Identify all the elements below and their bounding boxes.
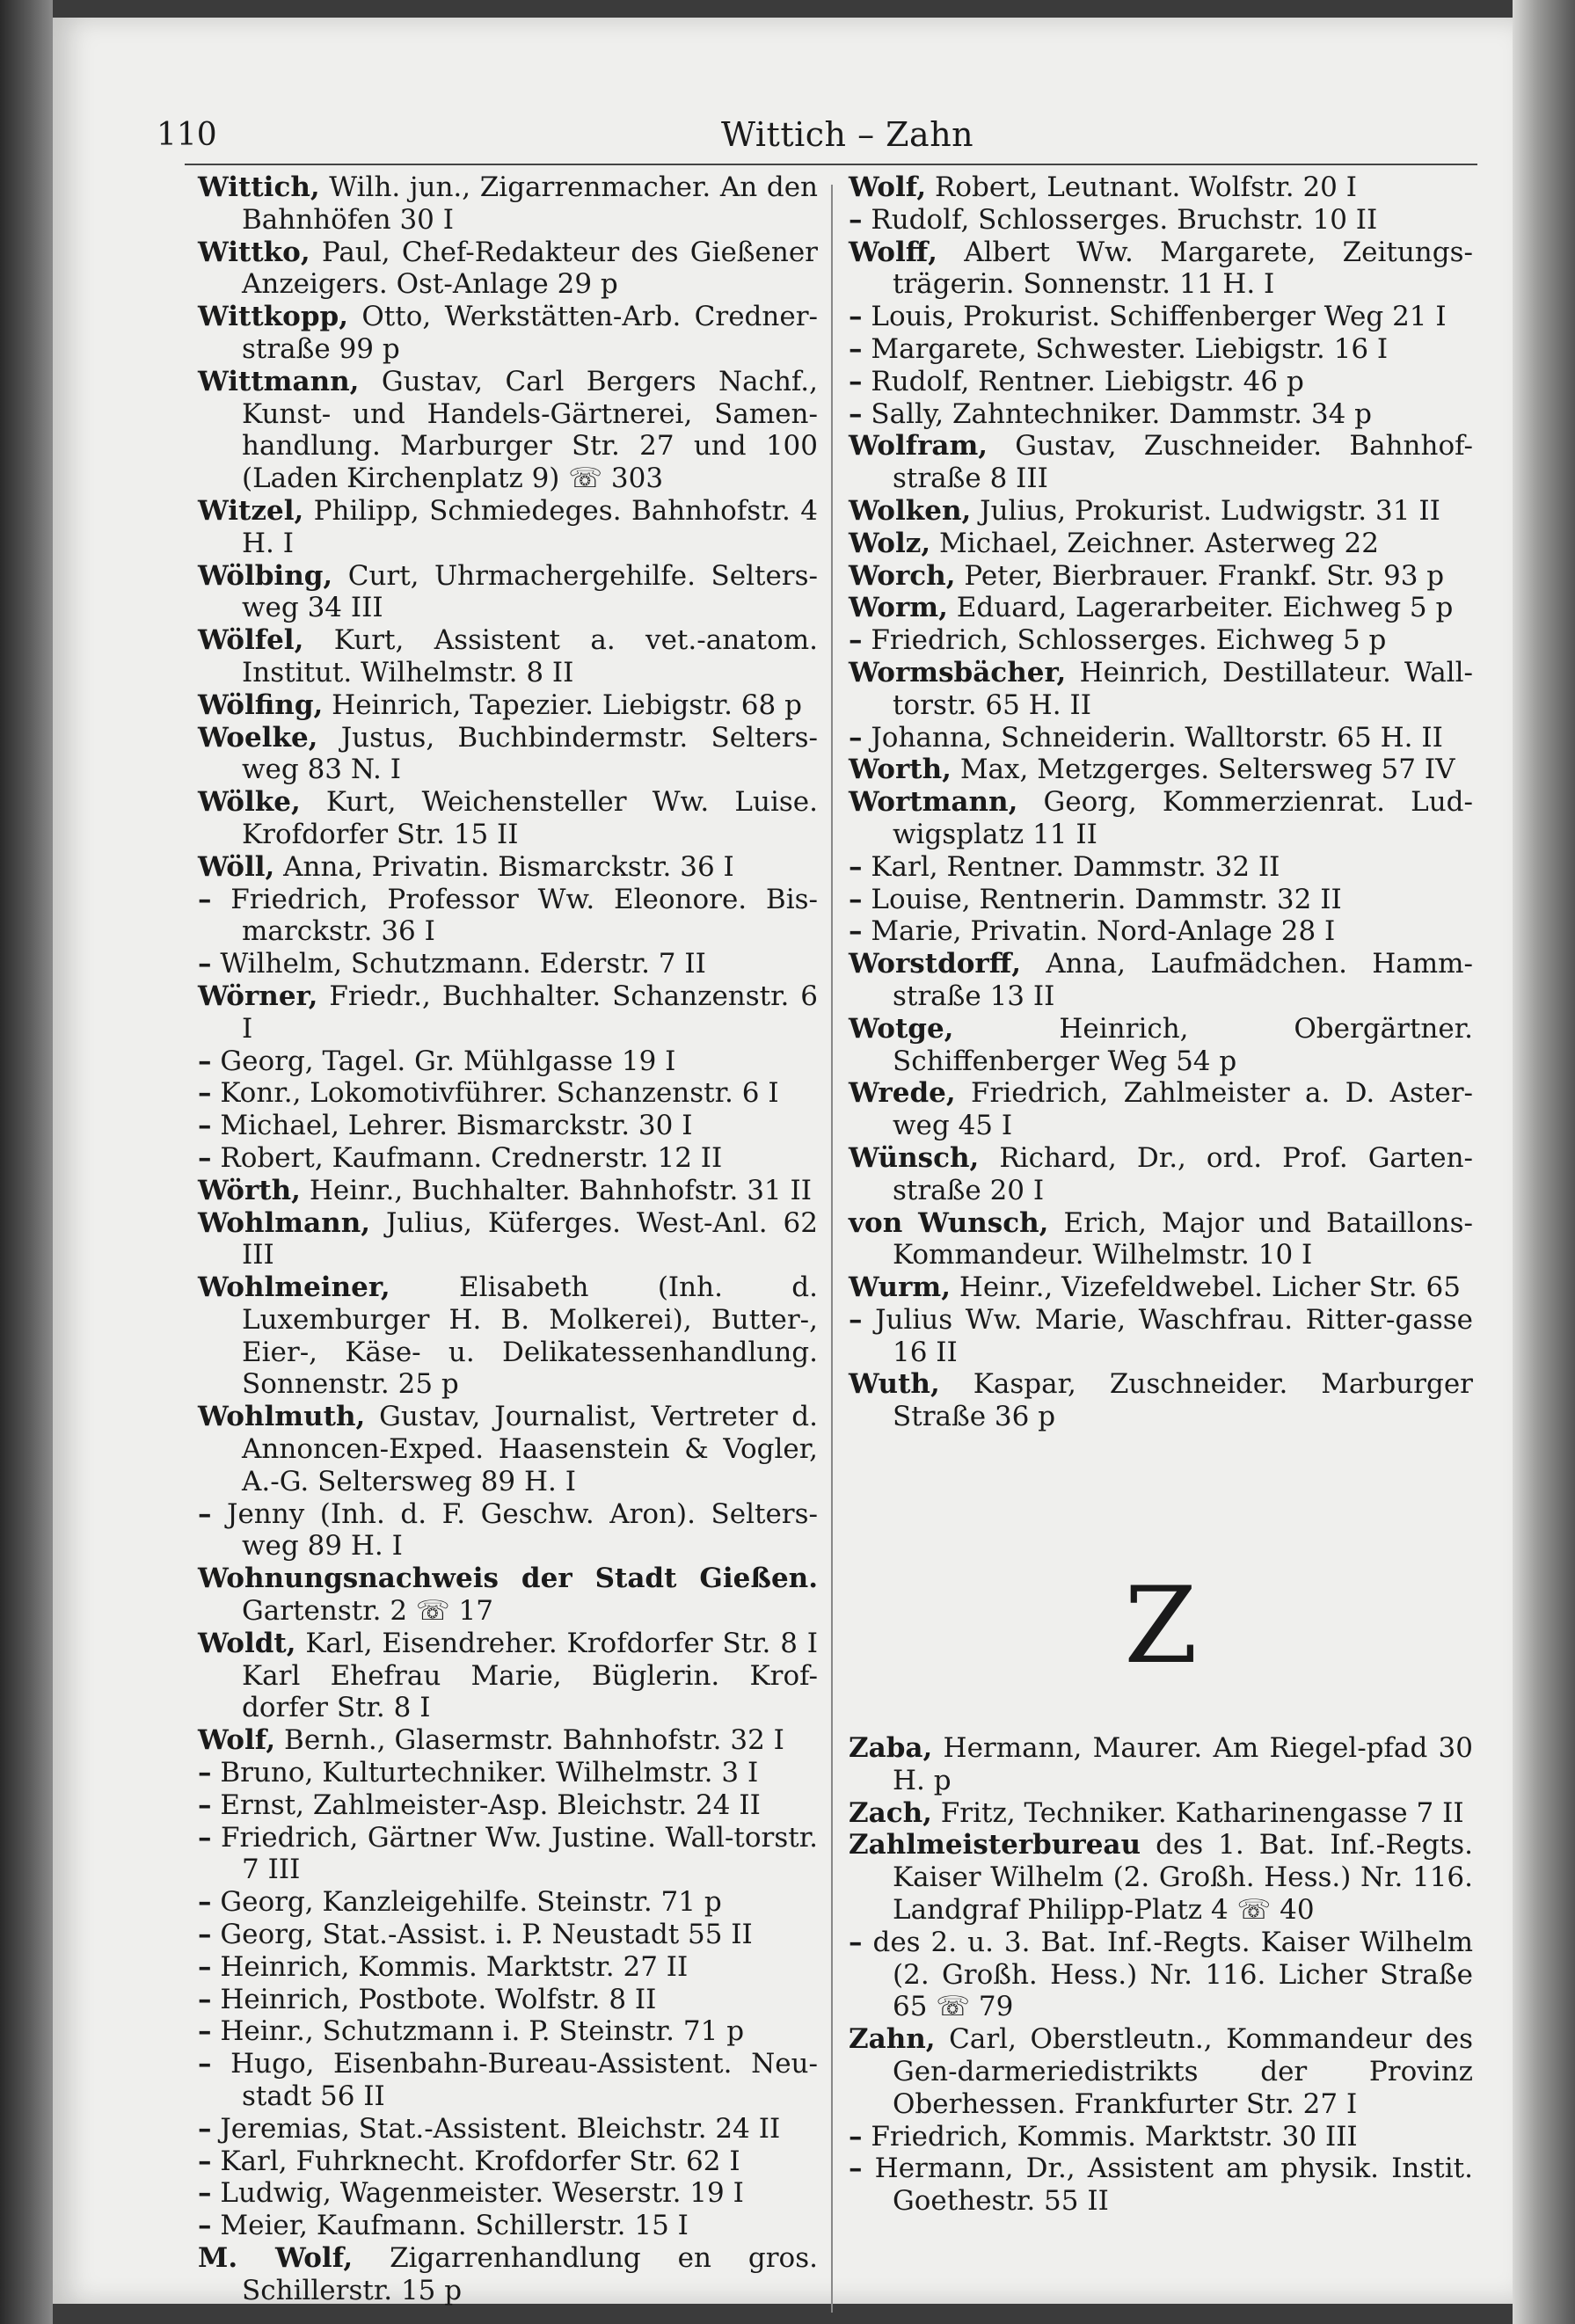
entry-details: Friedrich, Zahlmeister a. D. Aster-weg 45 I: [893, 1077, 1473, 1142]
entry-details: Louis, Prokurist. Schiffenberger Weg 21 I: [871, 301, 1447, 333]
directory-entry: [198, 1724, 818, 1757]
directory-entry: [198, 689, 818, 722]
entry-name: Zaba,: [849, 1732, 933, 1765]
directory-entry: [849, 2023, 1473, 2120]
directory-entry: [198, 2210, 818, 2242]
entry-details: Albert Ww. Margarete, Zeitungs-trägerin. Sonnenstr. 11 H. I: [893, 236, 1473, 301]
entry-name: Worch,: [849, 559, 956, 592]
directory-entry: [198, 2242, 818, 2307]
entry-details: Heinr., Schutzmann i. P. Steinstr. 71 p: [220, 2015, 745, 2048]
entry-name: –: [849, 883, 863, 915]
entry-name: Wöll,: [198, 850, 275, 883]
entry-name: –: [198, 1886, 212, 1919]
directory-entry: [849, 657, 1473, 722]
entry-name: Wolfram,: [849, 430, 988, 463]
page-number: 110: [157, 117, 217, 153]
column-divider: [831, 185, 833, 2313]
directory-entry: [849, 722, 1473, 754]
entry-name: –: [198, 948, 212, 980]
entry-name: Wohlmuth,: [198, 1401, 366, 1433]
entry-details: Michael, Lehrer. Bismarckstr. 30 I: [220, 1110, 693, 1142]
entry-details: Heinrich, Obergärtner. Schiffenberger Weg 54 p: [893, 1012, 1473, 1077]
entry-name: Wolff,: [849, 236, 937, 268]
entry-details: Georg, Kanzleigehilfe. Steinstr. 71 p: [220, 1886, 722, 1919]
entry-details: Hermann, Maurer. Am Riegel-pfad 30 H. p: [893, 1732, 1474, 1796]
entry-details: Sally, Zahntechniker. Dammstr. 34 p: [871, 397, 1372, 430]
entry-name: Wittmann,: [198, 365, 360, 397]
directory-entry: [198, 1789, 818, 1822]
entry-name: –: [198, 1077, 212, 1110]
entry-details: Hugo, Eisenbahn-Bureau-Assistent. Neu-stadt 56 II: [230, 2048, 818, 2113]
directory-entry: [198, 1110, 818, 1142]
entry-name: Zach,: [849, 1796, 932, 1829]
entry-name: –: [198, 1789, 212, 1821]
entry-details: Kurt, Weichensteller Ww. Luise. Krofdorfer Str. 15 II: [242, 786, 818, 850]
entry-details: Richard, Dr., ord. Prof. Garten-straße 20 I: [893, 1141, 1474, 1206]
directory-entry: [198, 2015, 818, 2048]
directory-entry: [849, 592, 1473, 624]
entry-details: Georg, Stat.-Assist. i. P. Neustadt 55 II: [220, 1919, 753, 1951]
directory-entry: [198, 884, 818, 949]
directory-entry: [849, 1142, 1473, 1207]
directory-entry: [849, 948, 1473, 1013]
directory-entry: [198, 722, 818, 787]
entry-name: –: [849, 365, 863, 397]
directory-entry: [198, 1822, 818, 1887]
entry-details: Ernst, Zahlmeister-Asp. Bleichstr. 24 II: [220, 1789, 761, 1821]
entry-name: Worm,: [849, 592, 948, 624]
directory-entry: [198, 1919, 818, 1951]
directory-entry: [849, 1732, 1473, 1797]
directory-entry: [198, 786, 818, 851]
entry-name: Wohnungsnachweis der Stadt Gießen.: [198, 1563, 818, 1595]
entry-details: Gustav, Journalist, Vertreter d. Annoncen-Exped. Haasenstein & Vogler, A.-G. Seltersweg 89 H. I: [242, 1401, 818, 1497]
entry-name: –: [198, 1919, 212, 1951]
directory-entry: [198, 2177, 818, 2210]
entry-name: Wohlmeiner,: [198, 1271, 390, 1304]
entry-name: –: [849, 1303, 863, 1336]
entry-name: –: [198, 1110, 212, 1142]
entry-name: Wolz,: [849, 527, 931, 559]
entry-details: Eduard, Lagerarbeiter. Eichweg 5 p: [956, 592, 1454, 624]
directory-entry: [198, 495, 818, 560]
entry-details: Heinrich, Destillateur. Wall-torstr. 65 H. II: [893, 656, 1473, 721]
entry-name: Wölfing,: [198, 688, 324, 721]
entry-name: –: [849, 915, 863, 948]
entry-details: Heinrich, Kommis. Marktstr. 27 II: [220, 1950, 689, 1983]
entry-details: Philipp, Schmiedeges. Bahnhofstr. 4 H. I: [242, 494, 818, 559]
entry-name: Wörner,: [198, 980, 318, 1012]
entry-name: Wittkopp,: [198, 301, 348, 333]
page-edge: [1513, 0, 1575, 2324]
entry-name: Wohlmann,: [198, 1206, 371, 1239]
directory-entry: [849, 1797, 1473, 1830]
directory-entry: [849, 851, 1473, 884]
entry-name: Wurm,: [849, 1271, 952, 1304]
entry-details: Marie, Privatin. Nord-Anlage 28 I: [871, 915, 1336, 948]
directory-entry: [849, 884, 1473, 916]
entry-name: Wölfel,: [198, 624, 304, 657]
entry-name: von Wunsch,: [849, 1206, 1049, 1239]
entry-details: Carl, Oberstleutn., Kommandeur des Gen-darmeriedistrikts der Provinz Oberhessen. Frankfurter Str. 27 I: [893, 2023, 1473, 2120]
directory-entry: [198, 2048, 818, 2113]
entry-details: Georg, Tagel. Gr. Mühlgasse 19 I: [220, 1045, 676, 1077]
entry-name: Wolf,: [849, 171, 927, 203]
directory-entry: [849, 366, 1473, 398]
entry-details: Karl, Fuhrknecht. Krofdorfer Str. 62 I: [220, 2145, 740, 2177]
entry-name: Wünsch,: [849, 1141, 980, 1174]
entry-details: Robert, Kaufmann. Crednerstr. 12 II: [220, 1141, 723, 1174]
directory-entry: [198, 1271, 818, 1401]
directory-entry: [198, 2146, 818, 2178]
entry-name: Wormsbächer,: [849, 656, 1067, 688]
entry-name: Wittich,: [198, 171, 320, 203]
directory-entry: [198, 1951, 818, 1984]
directory-entry: [198, 2113, 818, 2146]
directory-entry: [198, 1886, 818, 1919]
directory-entry: [849, 624, 1473, 657]
directory-entry: [849, 333, 1473, 366]
entry-details: Curt, Uhrmachergehilfe. Selters-weg 34 III: [242, 559, 818, 624]
entry-details: Friedr., Buchhalter. Schanzenstr. 6 I: [242, 980, 818, 1045]
entry-name: Wolf,: [198, 1724, 276, 1757]
entry-name: –: [198, 2112, 212, 2145]
entry-details: Meier, Kaufmann. Schillerstr. 15 I: [220, 2210, 689, 2242]
entry-details: Karl, Rentner. Dammstr. 32 II: [871, 850, 1280, 883]
entry-details: Anna, Privatin. Bismarckstr. 36 I: [283, 850, 734, 883]
entry-details: Fritz, Techniker. Katharinengasse 7 II: [940, 1796, 1464, 1829]
right-column: [849, 171, 1473, 2218]
directory-entry: [198, 1142, 818, 1175]
entry-details: Friedrich, Professor Ww. Eleonore. Bis-marckstr. 36 I: [230, 883, 819, 948]
entry-details: Jeremias, Stat.-Assistent. Bleichstr. 24 II: [220, 2112, 781, 2145]
entry-name: –: [849, 301, 863, 333]
entry-name: –: [198, 1045, 212, 1077]
entry-details: Heinrich, Postbote. Wolfstr. 8 II: [220, 1983, 657, 2015]
header-rule: [185, 164, 1477, 165]
entry-details: Gustav, Zuschneider. Bahnhof-straße 8 III: [893, 430, 1473, 495]
directory-entry: [198, 1077, 818, 1110]
directory-entry: [849, 398, 1473, 431]
entry-details: Karl, Eisendreher. Krofdorfer Str. 8 I Karl Ehefrau Marie, Büglerin. Krof-dorfer Str. 8 I: [242, 1627, 818, 1724]
entry-details: Heinrich, Tapezier. Liebigstr. 68 p: [332, 688, 802, 721]
directory-entry: [849, 430, 1473, 495]
directory-entry: [198, 624, 818, 689]
directory-entry: [849, 1829, 1473, 1926]
entry-details: Erich, Major und Bataillons-Kommandeur. Wilhelmstr. 10 I: [893, 1206, 1473, 1271]
entry-name: –: [198, 1757, 212, 1789]
directory-entry: [849, 301, 1473, 333]
directory-entry: [198, 1045, 818, 1078]
entry-details: Elisabeth (Inh. d. Luxemburger H. B. Molkerei), Butter-, Eier-, Käse- u. Delikatessenhandlung. Sonnenstr. 25 p: [242, 1271, 818, 1401]
entry-name: –: [849, 2120, 863, 2153]
entry-details: Ludwig, Wagenmeister. Weserstr. 19 I: [220, 2177, 744, 2210]
directory-entry: [198, 1498, 818, 1563]
directory-entry: [198, 1628, 818, 1724]
entry-details: Johanna, Schneiderin. Walltorstr. 65 H. II: [871, 721, 1443, 754]
entry-name: Wörth,: [198, 1174, 301, 1206]
entry-name: –: [849, 203, 863, 236]
entry-name: Wortmann,: [849, 786, 1018, 819]
entry-details: Jenny (Inh. d. F. Geschw. Aron). Selters-weg 89 H. I: [227, 1497, 818, 1563]
entry-name: Zahn,: [849, 2023, 936, 2056]
entry-details: Konr., Lokomotivführer. Schanzenstr. 6 I: [220, 1077, 779, 1110]
running-title: Wittich – Zahn: [721, 115, 974, 154]
directory-entry: [849, 204, 1473, 237]
entry-details: des 1. Bat. Inf.-Regts. Kaiser Wilhelm (2. Großh. Hess.) Nr. 116. Landgraf Philipp-Platz 4 ☏ 40: [893, 1829, 1473, 1927]
entry-name: –: [849, 332, 863, 365]
directory-entry: [849, 786, 1473, 851]
entry-details: Hermann, Dr., Assistent am physik. Instit. Goethestr. 55 II: [874, 2153, 1473, 2218]
entry-details: Otto, Werkstätten-Arb. Credner-straße 99 p: [242, 301, 819, 365]
directory-entry: [849, 1271, 1473, 1304]
entry-name: –: [198, 1950, 212, 1983]
entry-details: Robert, Leutnant. Wolfstr. 20 I: [935, 171, 1358, 203]
directory-entry: [198, 851, 818, 884]
directory-entry: [849, 171, 1473, 204]
entry-name: –: [198, 1497, 212, 1530]
entry-details: Bruno, Kulturtechniker. Wilhelmstr. 3 I: [220, 1757, 759, 1789]
directory-entry: [198, 237, 818, 302]
entry-details: Anna, Laufmädchen. Hamm-straße 13 II: [893, 948, 1473, 1012]
directory-entry: [198, 366, 818, 495]
entry-name: Worstdorff,: [849, 948, 1021, 980]
entry-details: Bernh., Glasermstr. Bahnhofstr. 32 I: [284, 1724, 784, 1757]
entry-details: Kurt, Assistent a. vet.-anatom. Institut. Wilhelmstr. 8 II: [242, 624, 819, 688]
entry-name: –: [849, 624, 863, 657]
entry-name: Zahlmeisterbureau: [849, 1829, 1141, 1861]
entry-details: Heinr., Vizefeldwebel. Licher Str. 65: [959, 1271, 1461, 1304]
entry-name: Woldt,: [198, 1627, 296, 1659]
entry-details: Julius, Prokurist. Ludwigstr. 31 II: [980, 494, 1440, 527]
entry-details: Michael, Zeichner. Asterweg 22: [939, 527, 1379, 559]
entry-details: Louise, Rentnerin. Dammstr. 32 II: [871, 883, 1342, 915]
entry-details: Paul, Chef-Redakteur des Gießener Anzeigers. Ost-Anlage 29 p: [242, 236, 818, 301]
entry-name: –: [198, 2015, 212, 2048]
directory-entry: [198, 1757, 818, 1789]
entry-details: Wilh. jun., Zigarrenmacher. An den Bahnhöfen 30 I: [242, 171, 819, 236]
entry-details: Peter, Bierbrauer. Frankf. Str. 93 p: [964, 559, 1445, 592]
directory-entry: [849, 1013, 1473, 1078]
entry-name: –: [198, 2048, 212, 2080]
directory-entry: [198, 980, 818, 1045]
entry-name: –: [198, 1983, 212, 2015]
directory-entry: [198, 948, 818, 980]
entry-details: Friedrich, Kommis. Marktstr. 30 III: [871, 2120, 1358, 2153]
directory-entry: [198, 1563, 818, 1628]
directory-entry: [198, 560, 818, 625]
entry-details: Heinr., Buchhalter. Bahnhofstr. 31 II: [309, 1174, 812, 1206]
entry-details: Friedrich, Schlosserges. Eichweg 5 p: [871, 624, 1387, 657]
entry-name: Wölbing,: [198, 559, 333, 592]
directory-entry: [849, 2153, 1473, 2218]
entry-name: –: [198, 1821, 212, 1854]
directory-entry: [198, 1207, 818, 1272]
directory-entry: [849, 237, 1473, 302]
directory-entry: [849, 754, 1473, 786]
directory-entry: [849, 1207, 1473, 1272]
entry-name: –: [849, 850, 863, 883]
entry-details: Justus, Buchbindermstr. Selters-weg 83 N. I: [242, 721, 818, 786]
entry-name: Wittko,: [198, 236, 310, 268]
entry-name: –: [849, 2153, 863, 2185]
entry-name: –: [198, 2177, 212, 2210]
left-column: [198, 171, 818, 2307]
directory-entry: [849, 560, 1473, 593]
book-spine-shadow: [0, 0, 53, 2324]
entry-details: Rudolf, Schlosserges. Bruchstr. 10 II: [871, 203, 1378, 236]
entry-details: Julius Ww. Marie, Waschfrau. Ritter-gasse 16 II: [875, 1303, 1473, 1368]
directory-entry: [849, 495, 1473, 528]
entry-details: Wilhelm, Schutzmann. Ederstr. 7 II: [220, 948, 706, 980]
entry-details: Gartenstr. 2 ☏ 17: [242, 1595, 493, 1628]
entry-name: M. Wolf,: [198, 2242, 354, 2274]
entry-name: Woelke,: [198, 721, 318, 754]
directory-entry: [198, 1401, 818, 1497]
entry-name: Worth,: [849, 754, 952, 786]
entry-name: Witzel,: [198, 494, 304, 527]
directory-entry: [198, 301, 818, 366]
entry-name: –: [198, 2210, 212, 2242]
entry-name: Wuth,: [849, 1368, 940, 1401]
entry-name: –: [198, 2145, 212, 2177]
directory-entry: [198, 171, 818, 237]
directory-entry: [849, 1304, 1473, 1369]
entry-details: Rudolf, Rentner. Liebigstr. 46 p: [871, 365, 1304, 397]
section-letter: Z: [1124, 1565, 1198, 1688]
directory-entry: [198, 1175, 818, 1207]
entry-details: des 2. u. 3. Bat. Inf.-Regts. Kaiser Wilhelm (2. Großh. Hess.) Nr. 116. Licher Straße 65 ☏ 79: [872, 1926, 1473, 2023]
entry-name: –: [198, 883, 212, 915]
directory-entry: [849, 1368, 1473, 1433]
entry-details: Georg, Kommerzienrat. Lud-wigsplatz 11 II: [893, 786, 1474, 850]
entry-details: Kaspar, Zuschneider. Marburger Straße 36 p: [893, 1368, 1473, 1433]
directory-entry: [849, 915, 1473, 948]
entry-details: Friedrich, Gärtner Ww. Justine. Wall-torstr. 7 III: [221, 1821, 818, 1886]
directory-entry: [198, 1984, 818, 2016]
entry-details: Julius, Küferges. West-Anl. 62 III: [242, 1206, 818, 1271]
directory-entry: [849, 2121, 1473, 2153]
entry-name: Wrede,: [849, 1077, 956, 1110]
entry-details: Max, Metzgerges. Seltersweg 57 IV: [959, 754, 1455, 786]
entry-name: –: [849, 1926, 863, 1958]
entry-name: –: [198, 1141, 212, 1174]
entry-name: –: [849, 397, 863, 430]
entry-details: Zigarrenhandlung en gros. Schillerstr. 15 p: [242, 2242, 818, 2306]
entry-name: Wolken,: [849, 494, 972, 527]
entry-name: Wotge,: [849, 1012, 954, 1045]
entry-details: Margarete, Schwester. Liebigstr. 16 I: [871, 332, 1389, 365]
directory-entry: [849, 1077, 1473, 1142]
directory-entry: [849, 1927, 1473, 2023]
directory-entry: [849, 528, 1473, 560]
entry-details: Gustav, Carl Bergers Nachf., Kunst- und Handels-Gärtnerei, Samen-handlung. Marburger Str. 27 und 100 (Laden Kirchenplatz 9) ☏ 303: [242, 365, 818, 495]
entry-name: Wölke,: [198, 786, 301, 819]
entry-name: –: [849, 721, 863, 754]
